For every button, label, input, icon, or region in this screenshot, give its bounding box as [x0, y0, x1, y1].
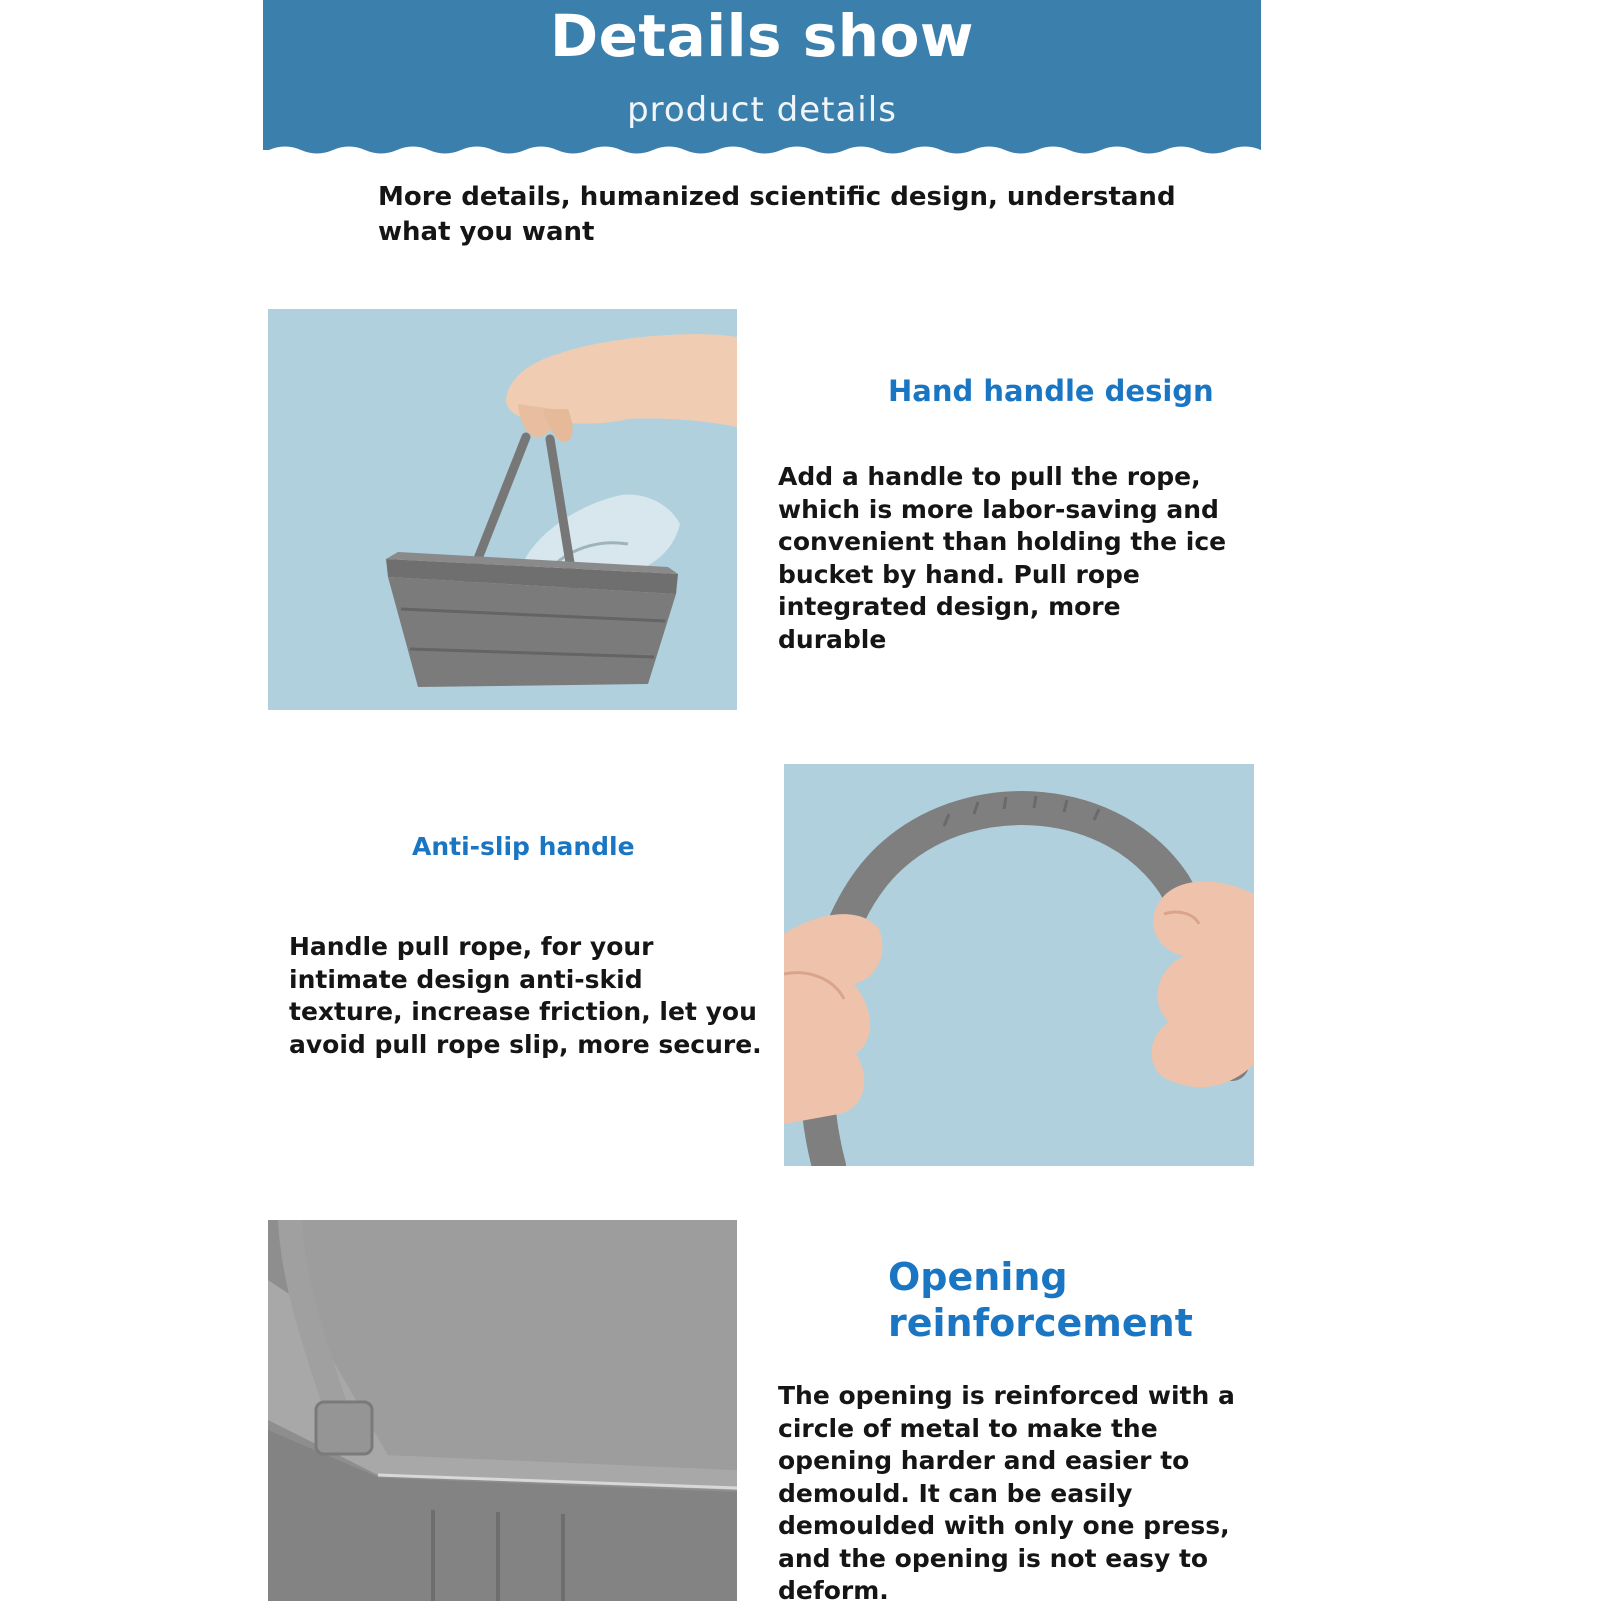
intro-text: More details, humanized scientific design, understand what you want — [378, 182, 1176, 247]
page-title: Details show — [549, 2, 975, 70]
feature-text-hand-handle: Add a handle to pull the rope, which is more labor-saving and convenient than holding the ice bucket by hand. Pull rope integrated design, more durable — [778, 462, 1227, 654]
page-subtitle: product details — [627, 90, 897, 130]
anti-slip-handle-photo — [784, 764, 1254, 1166]
feature-text-opening: The opening is reinforced with a circle of metal to make the opening harder and easier to demould. It can be easily demoulded with only one press, and the opening is not easy to deform. — [778, 1381, 1235, 1605]
feature-heading-anti-slip: Anti-slip handle — [412, 832, 635, 861]
feature-text-anti-slip: Handle pull rope, for your intimate design anti-skid texture, increase friction, let you avoid pull rope slip, more secure. — [289, 932, 762, 1059]
bucket-opening-photo — [268, 1220, 737, 1601]
feature-heading-opening: Opening reinforcement — [888, 1255, 1193, 1345]
header-banner — [263, 0, 1261, 166]
ice-bucket-carried-photo — [268, 309, 737, 710]
feature-heading-hand-handle: Hand handle design — [888, 374, 1214, 408]
